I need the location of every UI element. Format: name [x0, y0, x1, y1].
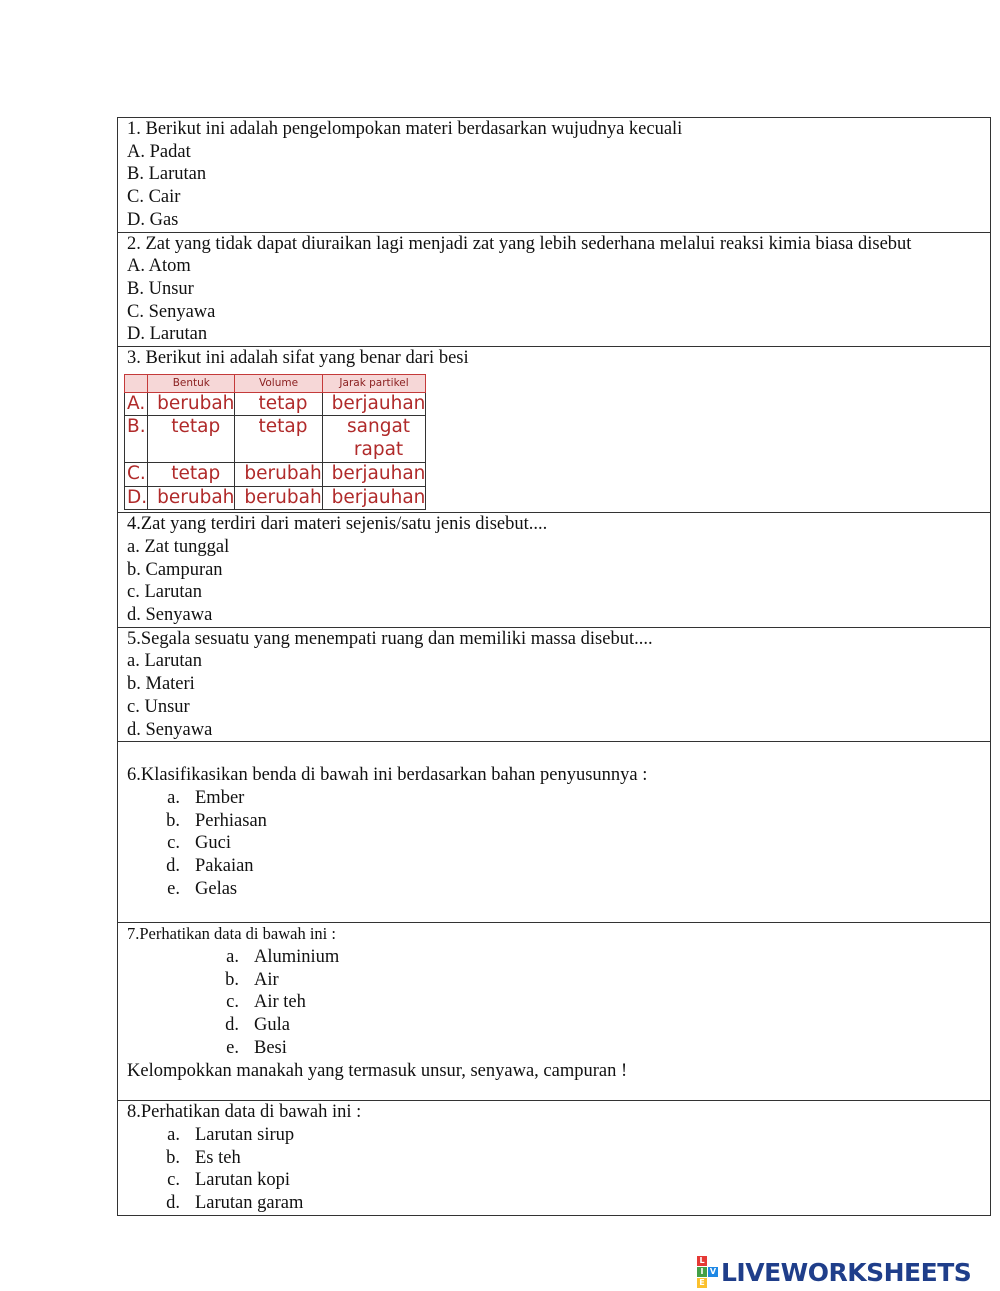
- item-list: [127, 1124, 990, 1215]
- answer-option[interactable]: c. Unsur: [127, 696, 190, 717]
- table-cell: berubah: [148, 392, 235, 416]
- table-row[interactable]: [125, 486, 426, 510]
- table-row[interactable]: [125, 416, 426, 462]
- list-item: e. Gelas: [167, 878, 238, 899]
- table-cell: tetap: [148, 416, 235, 462]
- answer-option[interactable]: a. Zat tunggal: [127, 536, 230, 557]
- row-label: C.: [125, 462, 148, 486]
- table-cell: tetap: [148, 462, 235, 486]
- list-item: c. Larutan kopi: [167, 1170, 291, 1191]
- item-list: [127, 787, 990, 901]
- list-item: a. Ember: [167, 787, 245, 808]
- table-cell: berubah: [235, 462, 322, 486]
- list-item: d. Larutan garam: [166, 1193, 304, 1214]
- logo-text: LIVEWORKSHEETS: [721, 1257, 972, 1287]
- question-row-7: [118, 923, 991, 1101]
- table-cell: berjauhan: [322, 462, 426, 486]
- answer-option[interactable]: D. Larutan: [127, 324, 208, 345]
- answer-option[interactable]: B. Larutan: [127, 164, 207, 185]
- question-prompt: 1. Berikut ini adalah pengelompokan materi berdasarkan wujudnya kecuali: [127, 119, 683, 139]
- table-cell: sangat rapat: [322, 416, 426, 462]
- table-cell: berjauhan: [322, 486, 426, 510]
- answer-option[interactable]: a. Larutan: [127, 651, 202, 672]
- table-corner: [125, 374, 148, 392]
- question-prompt: 7.Perhatikan data di bawah ini :: [127, 924, 336, 944]
- row-label: A.: [125, 392, 148, 416]
- answer-option[interactable]: C. Cair: [127, 187, 181, 208]
- question-prompt: 4.Zat yang terdiri dari materi sejenis/satu jenis disebut....: [127, 514, 548, 535]
- question-row-1: [118, 118, 991, 233]
- table-row[interactable]: [125, 462, 426, 486]
- table-header: Bentuk: [148, 374, 235, 392]
- list-item: c. Guci: [167, 833, 231, 854]
- answer-option[interactable]: b. Materi: [127, 674, 195, 695]
- question-instruction: Kelompokkan manakah yang termasuk unsur, senyawa, campuran !: [127, 1060, 628, 1081]
- answer-option[interactable]: b. Campuran: [127, 559, 223, 580]
- worksheet: [117, 117, 991, 1216]
- question-row-8: [118, 1101, 991, 1216]
- answer-option[interactable]: d. Senyawa: [127, 605, 213, 626]
- question-table: [117, 117, 991, 1216]
- blank-line: [127, 742, 990, 764]
- list-item: a. Larutan sirup: [167, 1124, 295, 1145]
- question-prompt: 5.Segala sesuatu yang menempati ruang dan memiliki massa disebut....: [127, 628, 653, 649]
- row-label: D.: [125, 486, 148, 510]
- table-header: Jarak partikel: [322, 374, 426, 392]
- liveworksheets-logo: [697, 1256, 971, 1288]
- list-item: d. Pakaian: [166, 856, 254, 877]
- answer-option[interactable]: c. Larutan: [127, 582, 202, 603]
- list-item: d. Gula: [225, 1015, 290, 1036]
- table-cell: berubah: [148, 486, 235, 510]
- question-row-2: [118, 232, 991, 347]
- answer-option[interactable]: C. Senyawa: [127, 301, 216, 322]
- list-item: c. Air teh: [226, 992, 306, 1013]
- table-row[interactable]: [125, 392, 426, 416]
- table-header: Volume: [235, 374, 322, 392]
- iron-properties-table: [124, 374, 426, 511]
- table-cell: tetap: [235, 416, 322, 462]
- list-item: b. Perhiasan: [166, 810, 267, 831]
- answer-option[interactable]: B. Unsur: [127, 278, 194, 299]
- item-list: [127, 946, 990, 1060]
- list-item: b. Air: [225, 969, 279, 990]
- question-row-5: [118, 627, 991, 742]
- question-prompt: 6.Klasifikasikan benda di bawah ini berdasarkan bahan penyusunnya :: [127, 765, 648, 786]
- answer-option[interactable]: A. Atom: [127, 256, 191, 277]
- answer-option[interactable]: D. Gas: [127, 209, 179, 230]
- question-row-3: [118, 347, 991, 513]
- row-label: B.: [125, 416, 148, 462]
- table-cell: tetap: [235, 392, 322, 416]
- table-cell: berjauhan: [322, 392, 426, 416]
- question-prompt: 2. Zat yang tidak dapat diuraikan lagi menjadi zat yang lebih sederhana melalui reaksi kimia biasa disebut: [127, 233, 912, 254]
- question-prompt: 8.Perhatikan data di bawah ini :: [127, 1102, 362, 1123]
- logo-mark-icon: L I V E: [697, 1256, 718, 1288]
- question-prompt: 3. Berikut ini adalah sifat yang benar dari besi: [127, 348, 469, 369]
- question-row-6: [118, 742, 991, 923]
- answer-option[interactable]: A. Padat: [127, 141, 191, 162]
- answer-option[interactable]: d. Senyawa: [127, 719, 213, 740]
- list-item: a. Aluminium: [226, 946, 340, 967]
- question-row-4: [118, 513, 991, 628]
- list-item: e. Besi: [226, 1037, 287, 1058]
- list-item: b. Es teh: [166, 1147, 241, 1168]
- table-cell: berubah: [235, 486, 322, 510]
